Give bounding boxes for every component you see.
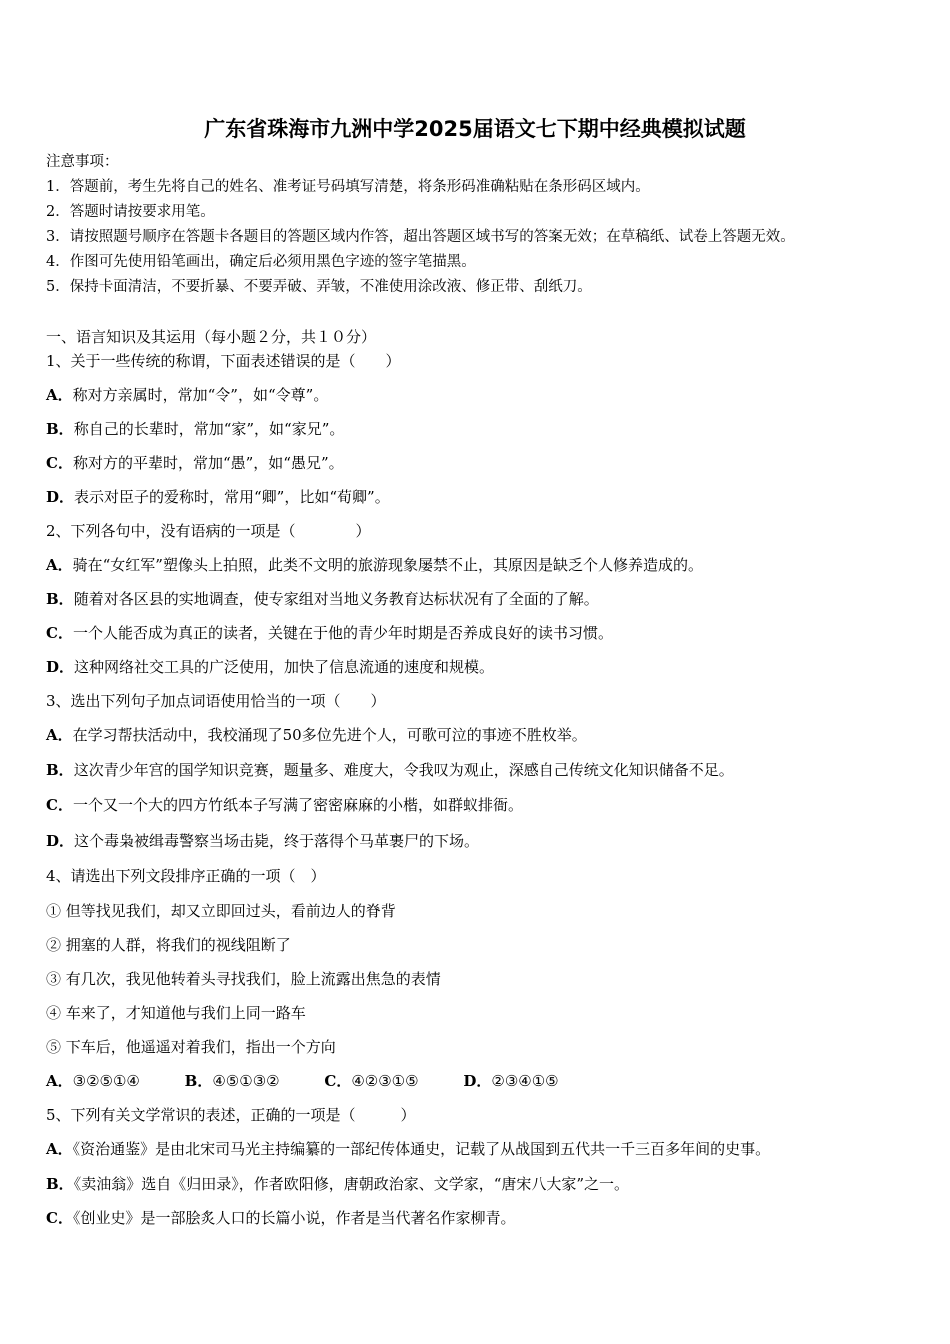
- option-label: D．: [46, 658, 75, 676]
- option-label: C．: [46, 624, 73, 642]
- option-label: A．: [46, 726, 73, 744]
- question-5-option-c: [46, 1208, 515, 1228]
- option-label: D．: [463, 1072, 492, 1090]
- question-3-option-d: [46, 831, 479, 851]
- section-heading: 一、语言知识及其运用（每小题２分，共１０分）: [46, 328, 377, 346]
- question-4-item: ① 但等找见我们，却又立即回过头，看前边人的脊背: [46, 902, 396, 920]
- option-text: 称自己的长辈时，常加“家”，如“家兄”。: [73, 420, 345, 438]
- option-label: A．: [46, 556, 73, 574]
- question-3-option-a: [46, 725, 587, 745]
- option-text: 随着对各区县的实地调查，使专家组对当地义务教育达标状况有了全面的了解。: [73, 590, 599, 608]
- question-2-option-b: [46, 589, 599, 609]
- question-5-option-b: [46, 1174, 629, 1194]
- option-text: 《卖油翁》选自《归田录》，作者欧阳修，唐朝政治家、文学家，“唐宋八大家”之一。: [73, 1175, 630, 1193]
- question-3-option-b: [46, 760, 734, 780]
- question-5-option-a: [46, 1139, 770, 1159]
- notice-item: 2．答题时请按要求用笔。: [46, 204, 215, 220]
- option-label: A．: [46, 1140, 73, 1158]
- notice-item: 3．请按照题号顺序在答题卡各题目的答题区域内作答，超出答题区域书写的答案无效；在草稿纸、试卷上答题无效。: [46, 229, 795, 245]
- question-1-stem: 1、关于一些传统的称谓，下面表述错误的是（ ）: [46, 352, 401, 370]
- option-text: ④⑤①③②: [212, 1072, 280, 1090]
- question-1-option-a: [46, 385, 328, 405]
- option-label: C．: [324, 1072, 352, 1090]
- question-4-option-b: [185, 1072, 300, 1090]
- option-text: ③②⑤①④: [72, 1072, 140, 1090]
- page-title: 广东省珠海市九洲中学2025届语文七下期中经典模拟试题: [204, 117, 746, 141]
- option-label: A．: [46, 386, 73, 404]
- option-label: C．: [46, 796, 73, 814]
- question-1-option-c: [46, 453, 344, 473]
- notice-heading: 注意事项：: [46, 154, 119, 170]
- option-text: 表示对臣子的爱称时，常用“卿”，比如“荀卿”。: [74, 488, 390, 506]
- option-text: 《资治通鉴》是由北宋司马光主持编纂的一部纪传体通史，记载了从战国到五代共一千三百多年间的史事。: [72, 1140, 771, 1158]
- option-text: 这个毒枭被缉毒警察当场击毙，终于落得个马革裹尸的下场。: [74, 832, 480, 850]
- question-4-item: ② 拥塞的人群，将我们的视线阻断了: [46, 936, 291, 954]
- question-4-option-a: [46, 1072, 160, 1090]
- option-text: 骑在“女红军”塑像头上拍照，此类不文明的旅游现象屡禁不止，其原因是缺乏个人修养造成的。: [72, 556, 703, 574]
- question-4-option-d: [463, 1072, 578, 1090]
- option-text: 《创业史》是一部脍炙人口的长篇小说，作者是当代著名作家柳青。: [72, 1209, 516, 1227]
- question-2-option-c: [46, 623, 613, 643]
- question-3-option-c: [46, 795, 523, 815]
- question-3-stem: 3、选出下列句子加点词语使用恰当的一项（ ）: [46, 692, 386, 710]
- option-text: ④②③①⑤: [351, 1072, 419, 1090]
- option-text: 在学习帮扶活动中，我校涌现了50多位先进个人，可歌可泣的事迹不胜枚举。: [72, 726, 587, 744]
- option-label: C．: [46, 454, 73, 472]
- option-label: D．: [46, 832, 75, 850]
- option-text: 称对方的平辈时，常加“愚”，如“愚兄”。: [72, 454, 344, 472]
- question-5-stem: 5、下列有关文学常识的表述，正确的一项是（ ）: [46, 1106, 416, 1124]
- option-text: 一个人能否成为真正的读者，关键在于他的青少年时期是否养成良好的读书习惯。: [72, 624, 613, 642]
- notice-item: 5．保持卡面清洁，不要折暴、不要弄破、弄皱，不准使用涂改液、修正带、刮纸刀。: [46, 279, 592, 295]
- option-label: B．: [46, 1175, 74, 1193]
- option-text: ②③④①⑤: [491, 1072, 559, 1090]
- option-label: B．: [46, 761, 74, 779]
- question-4-option-c: [324, 1072, 438, 1090]
- question-2-option-d: [46, 657, 494, 677]
- option-label: B．: [184, 1072, 213, 1090]
- question-4-item: ⑤ 下车后，他遥遥对着我们，指出一个方向: [46, 1038, 336, 1056]
- option-text: 这种网络社交工具的广泛使用，加快了信息流通的速度和规模。: [74, 658, 495, 676]
- option-label: B．: [46, 420, 74, 438]
- question-4-item: ③ 有几次，我见他转着头寻找我们，脸上流露出焦急的表情: [46, 970, 441, 988]
- option-label: A．: [46, 1072, 73, 1090]
- option-label: C．: [46, 1209, 73, 1227]
- notice-item: 4．作图可先使用铅笔画出，确定后必须用黑色字迹的签字笔描黑。: [46, 254, 476, 270]
- option-label: D．: [46, 488, 75, 506]
- question-2-stem: 2、下列各句中，没有语病的一项是（ ）: [46, 522, 371, 540]
- question-4-stem: 4、请选出下列文段排序正确的一项（ ）: [46, 867, 326, 885]
- option-text: 这次青少年宫的国学知识竞赛，题量多、难度大，令我叹为观止，深感自己传统文化知识储备不足。: [73, 761, 734, 779]
- notice-item: 1．答题前，考生先将自己的姓名、准考证号码填写清楚，将条形码准确粘贴在条形码区域内。: [46, 179, 650, 195]
- question-2-option-a: [46, 555, 703, 575]
- question-4-options: [46, 1071, 599, 1091]
- option-text: 一个又一个大的四方竹纸本子写满了密密麻麻的小楷，如群蚁排衙。: [72, 796, 523, 814]
- question-1-option-b: [46, 419, 344, 439]
- question-4-item: ④ 车来了，才知道他与我们上同一路车: [46, 1004, 306, 1022]
- option-label: B．: [46, 590, 74, 608]
- question-1-option-d: [46, 487, 390, 507]
- option-text: 称对方亲属时，常加“令”，如“令尊”。: [72, 386, 329, 404]
